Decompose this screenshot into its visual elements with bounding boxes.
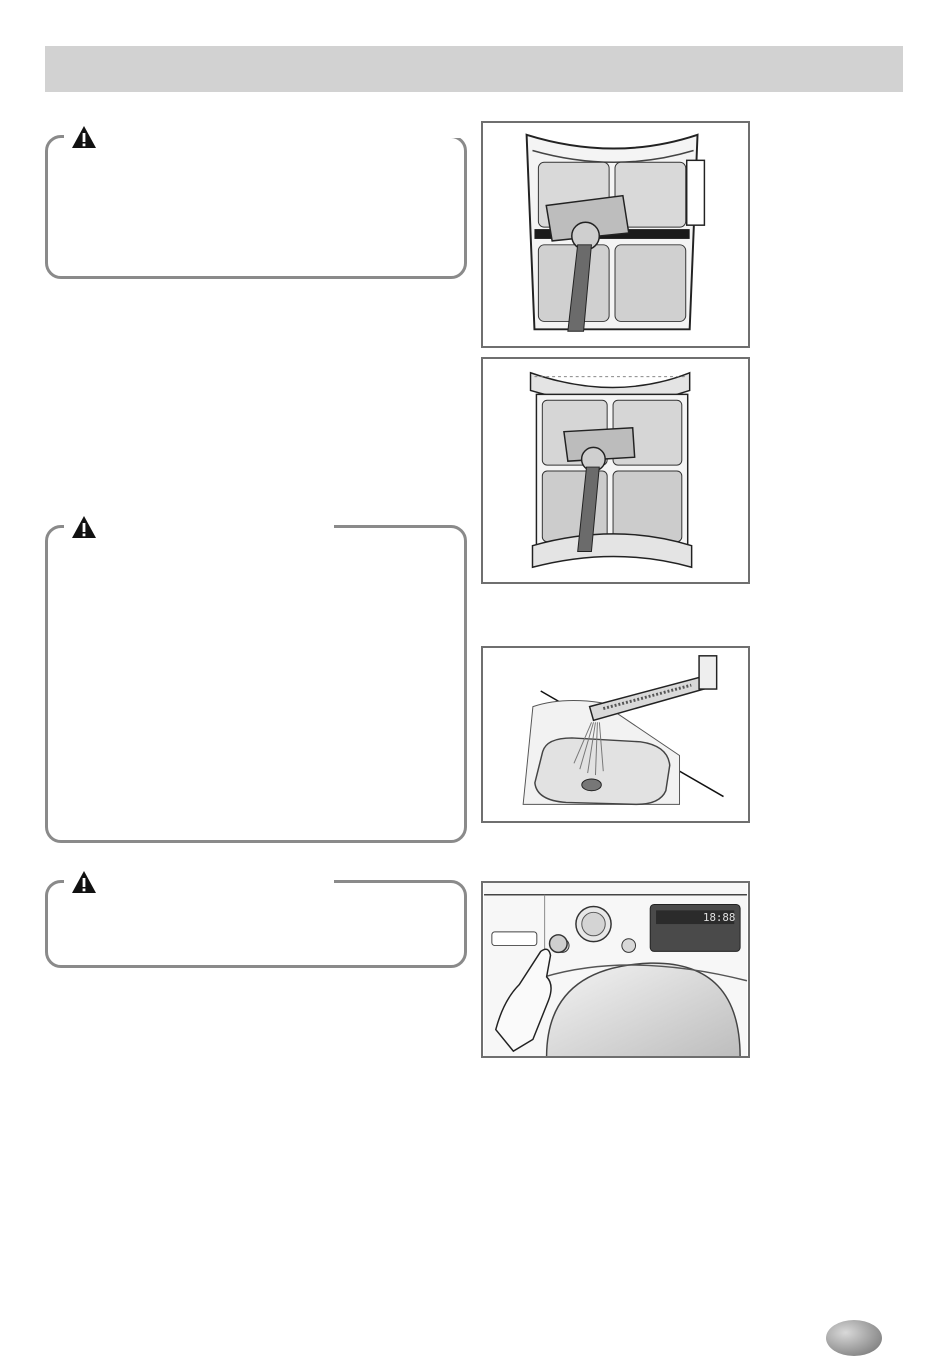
- filter-frame-vacuum-illustration: [483, 359, 748, 582]
- warning-callout-1: [45, 135, 467, 279]
- figure-filter-vacuum: [481, 121, 750, 348]
- warning-icon: [70, 514, 98, 540]
- page-number-badge: [826, 1318, 884, 1358]
- callout-header-line: [198, 135, 470, 138]
- section-header-bar: [45, 46, 903, 92]
- figure-filter-frame-vacuum: [481, 357, 750, 584]
- warning-callout-2: [45, 525, 467, 843]
- warning-icon: [70, 869, 98, 895]
- warning-callout-3: [45, 880, 467, 968]
- page-badge-shape: [826, 1318, 884, 1358]
- callout-header: [64, 514, 334, 540]
- control-panel-illustration: [483, 883, 748, 1056]
- figure-water-container-drain: [481, 646, 750, 823]
- figure-control-panel: [481, 881, 750, 1058]
- water-drain-illustration: [483, 648, 748, 821]
- filter-vacuum-illustration: [483, 123, 748, 346]
- callout-header: [64, 869, 334, 895]
- display-readout: 18:88: [702, 911, 736, 925]
- warning-icon: [70, 124, 98, 150]
- callout-header: [64, 124, 216, 150]
